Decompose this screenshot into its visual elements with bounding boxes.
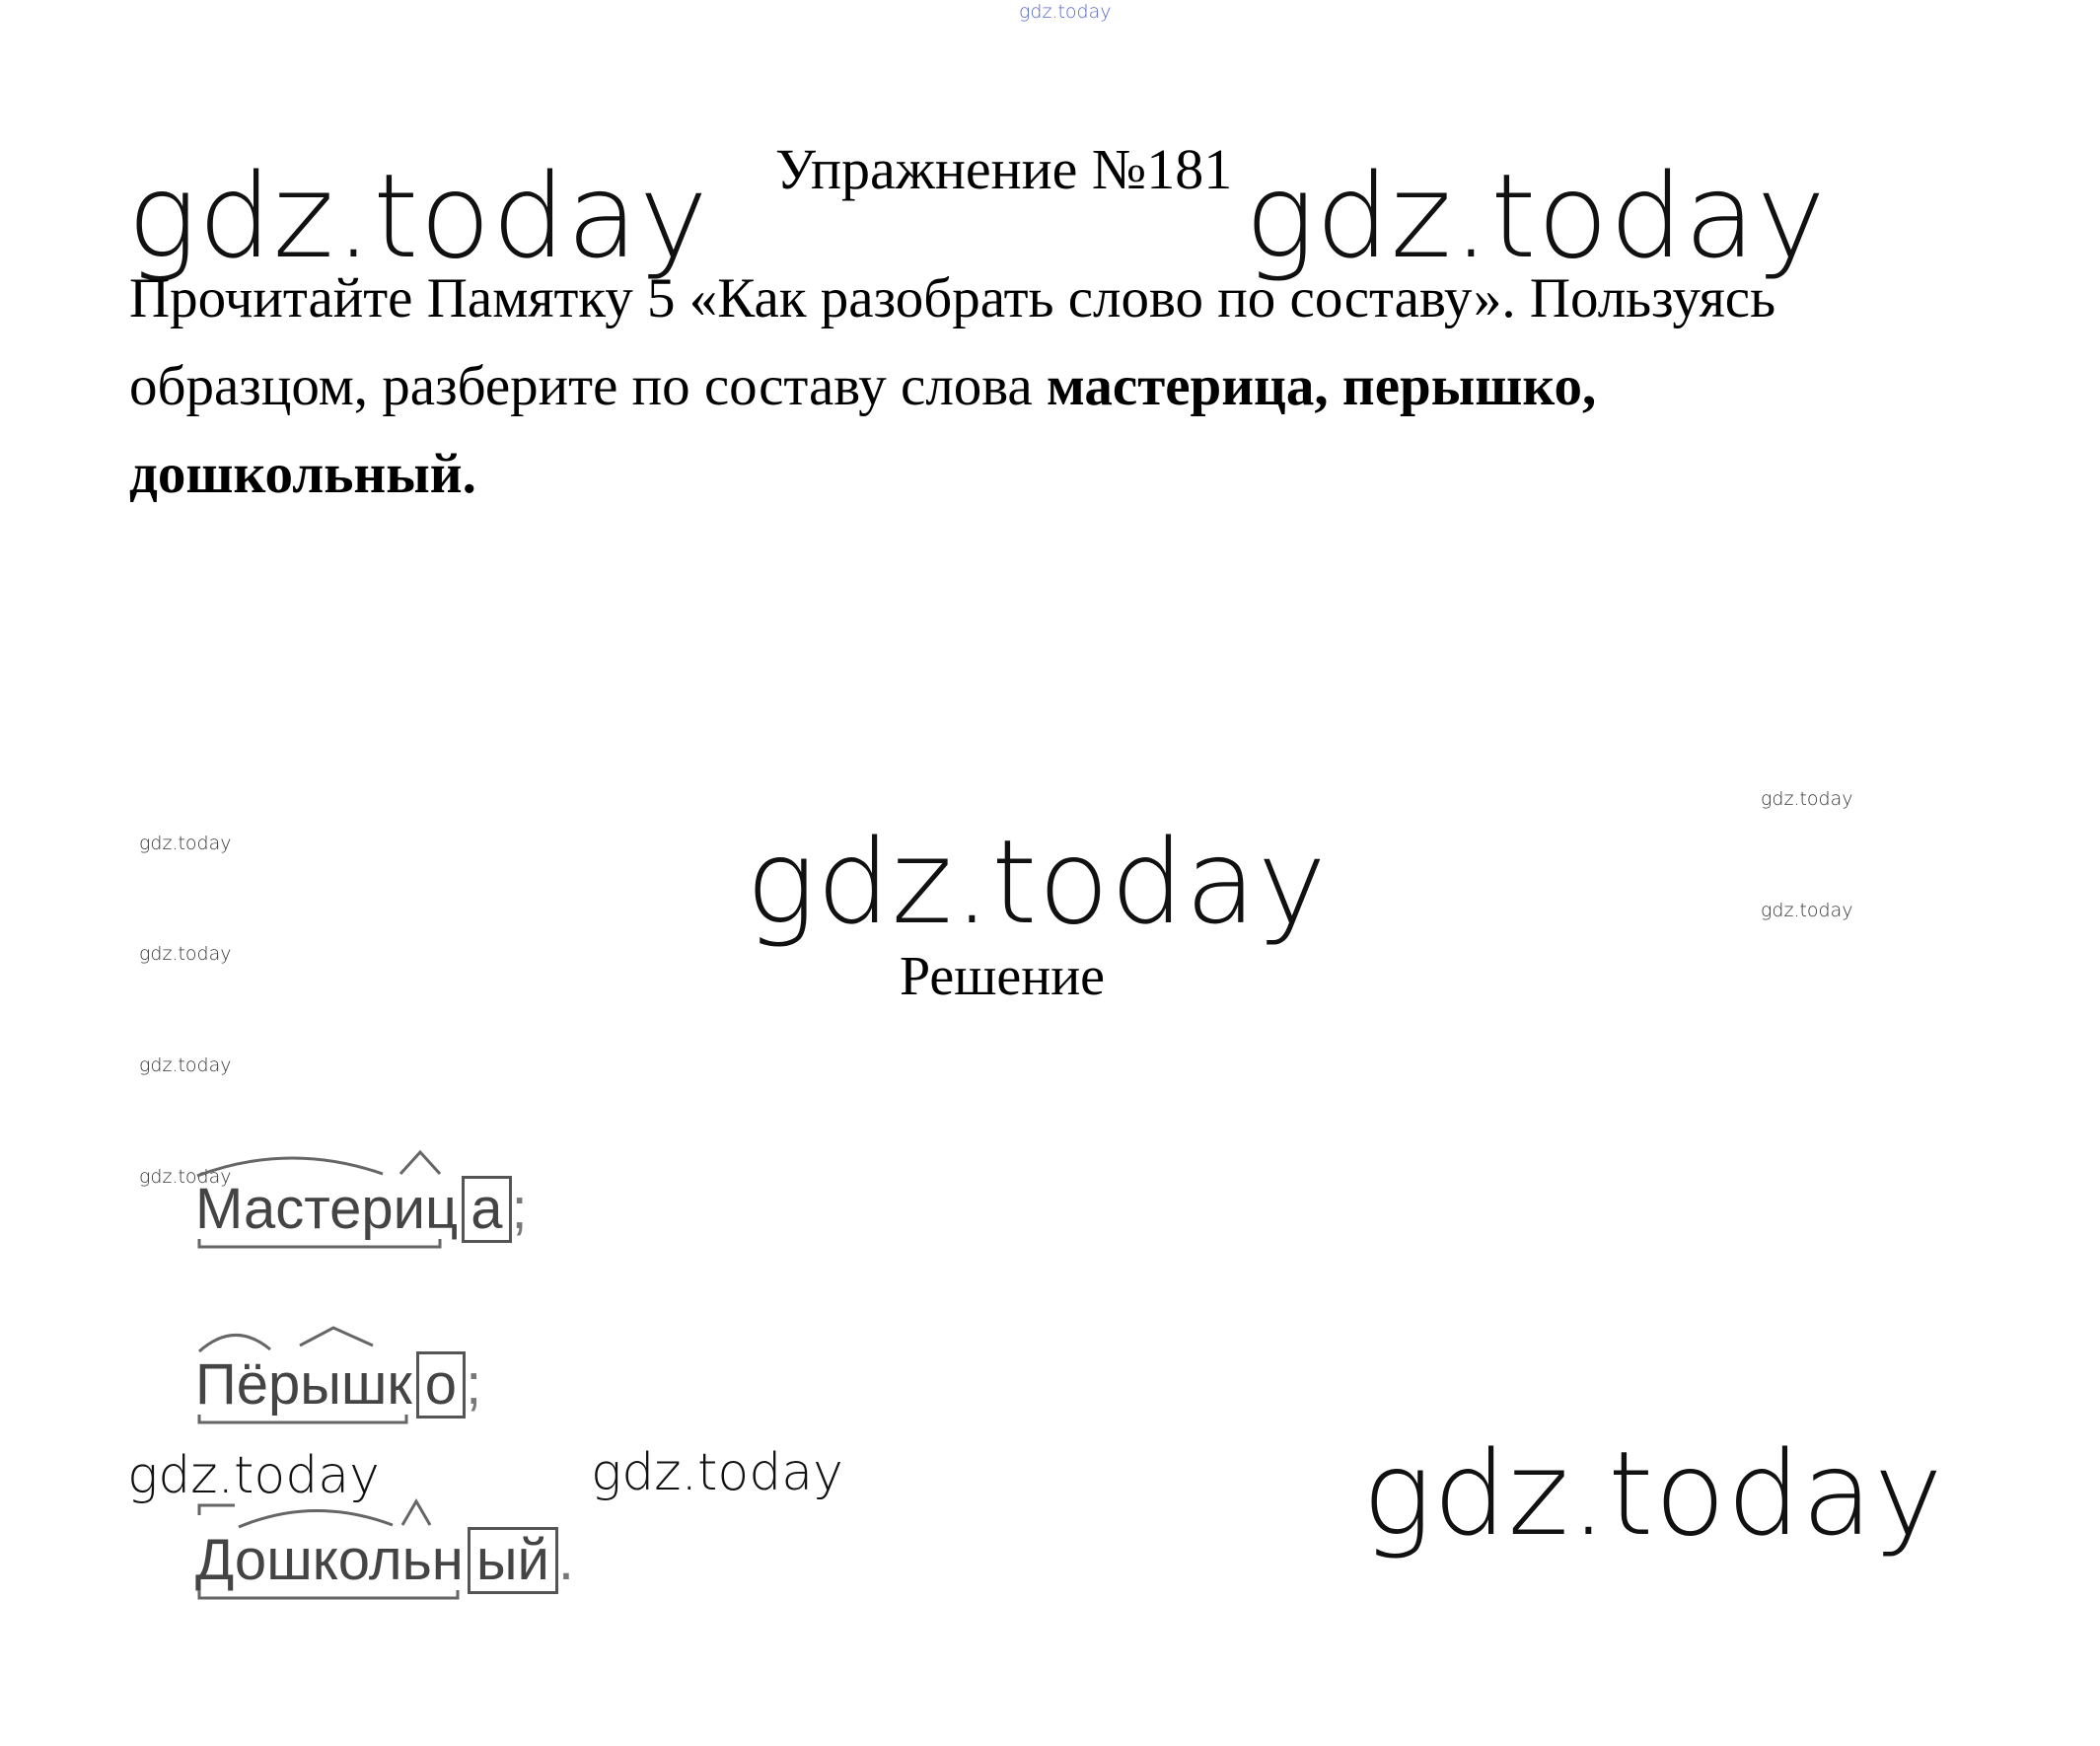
word-ending: а (462, 1176, 511, 1243)
morpheme-marks (195, 1322, 491, 1430)
root-arc (199, 1335, 270, 1351)
watermark-small: gdz.today (139, 1166, 232, 1188)
prefix-mark (199, 1505, 235, 1515)
word-analysis-masteritsa (195, 1176, 528, 1243)
suffix-mark (400, 1152, 440, 1174)
watermark-large-left: gdz.today (127, 148, 709, 284)
watermark-large-center: gdz.today (746, 814, 1328, 950)
word-ending: ый (468, 1527, 558, 1594)
task-line-3 (129, 430, 1775, 518)
watermark-top: gdz.today (1019, 1, 1112, 23)
task-words-bold-end: дошкольный. (129, 443, 476, 505)
watermark-small: gdz.today (139, 943, 232, 965)
stem-bracket (199, 1239, 440, 1247)
suffix-mark (402, 1501, 430, 1525)
word-analysis-doshkolny (195, 1527, 574, 1594)
stem-bracket (199, 1590, 458, 1598)
word-punctuation: ; (466, 1352, 482, 1417)
watermark-small: gdz.today (1761, 900, 1853, 921)
task-words-bold: мастерица, перышко, (1046, 355, 1597, 417)
word-stem: Дошкольн (195, 1528, 464, 1592)
word-punctuation: ; (511, 1177, 528, 1241)
watermark-small: gdz.today (139, 833, 232, 854)
root-arc (197, 1158, 383, 1176)
task-line-1: Прочитайте Памятку 5 «Как разобрать слово по составу». Пользуясь (129, 267, 1776, 329)
watermark-large-right: gdz.today (1245, 148, 1827, 284)
task-line-2 (129, 342, 1775, 430)
morpheme-marks (195, 1146, 531, 1255)
task-line-2-plain: образцом, разберите по составу слова (129, 355, 1047, 417)
word-ending: о (416, 1351, 466, 1419)
suffix-mark (300, 1328, 373, 1346)
word-punctuation: . (557, 1528, 575, 1592)
watermark-medium-center: gdz.today (591, 1443, 843, 1502)
watermark-large-bottom-right: gdz.today (1362, 1425, 1944, 1562)
word-stem: Мастериц (195, 1177, 459, 1241)
morpheme-marks (195, 1497, 531, 1606)
word-stem: Пёрышк (195, 1352, 412, 1417)
watermark-medium-left: gdz.today (127, 1446, 380, 1505)
word-analysis-perishko (195, 1351, 481, 1419)
exercise-task (129, 255, 1775, 518)
solution-title: Решение (900, 946, 1106, 1007)
watermark-small: gdz.today (1761, 788, 1853, 810)
root-arc (239, 1510, 393, 1527)
watermark-small: gdz.today (139, 1055, 232, 1076)
exercise-title: Упражнение №181 (775, 137, 1233, 201)
stem-bracket (199, 1415, 406, 1422)
